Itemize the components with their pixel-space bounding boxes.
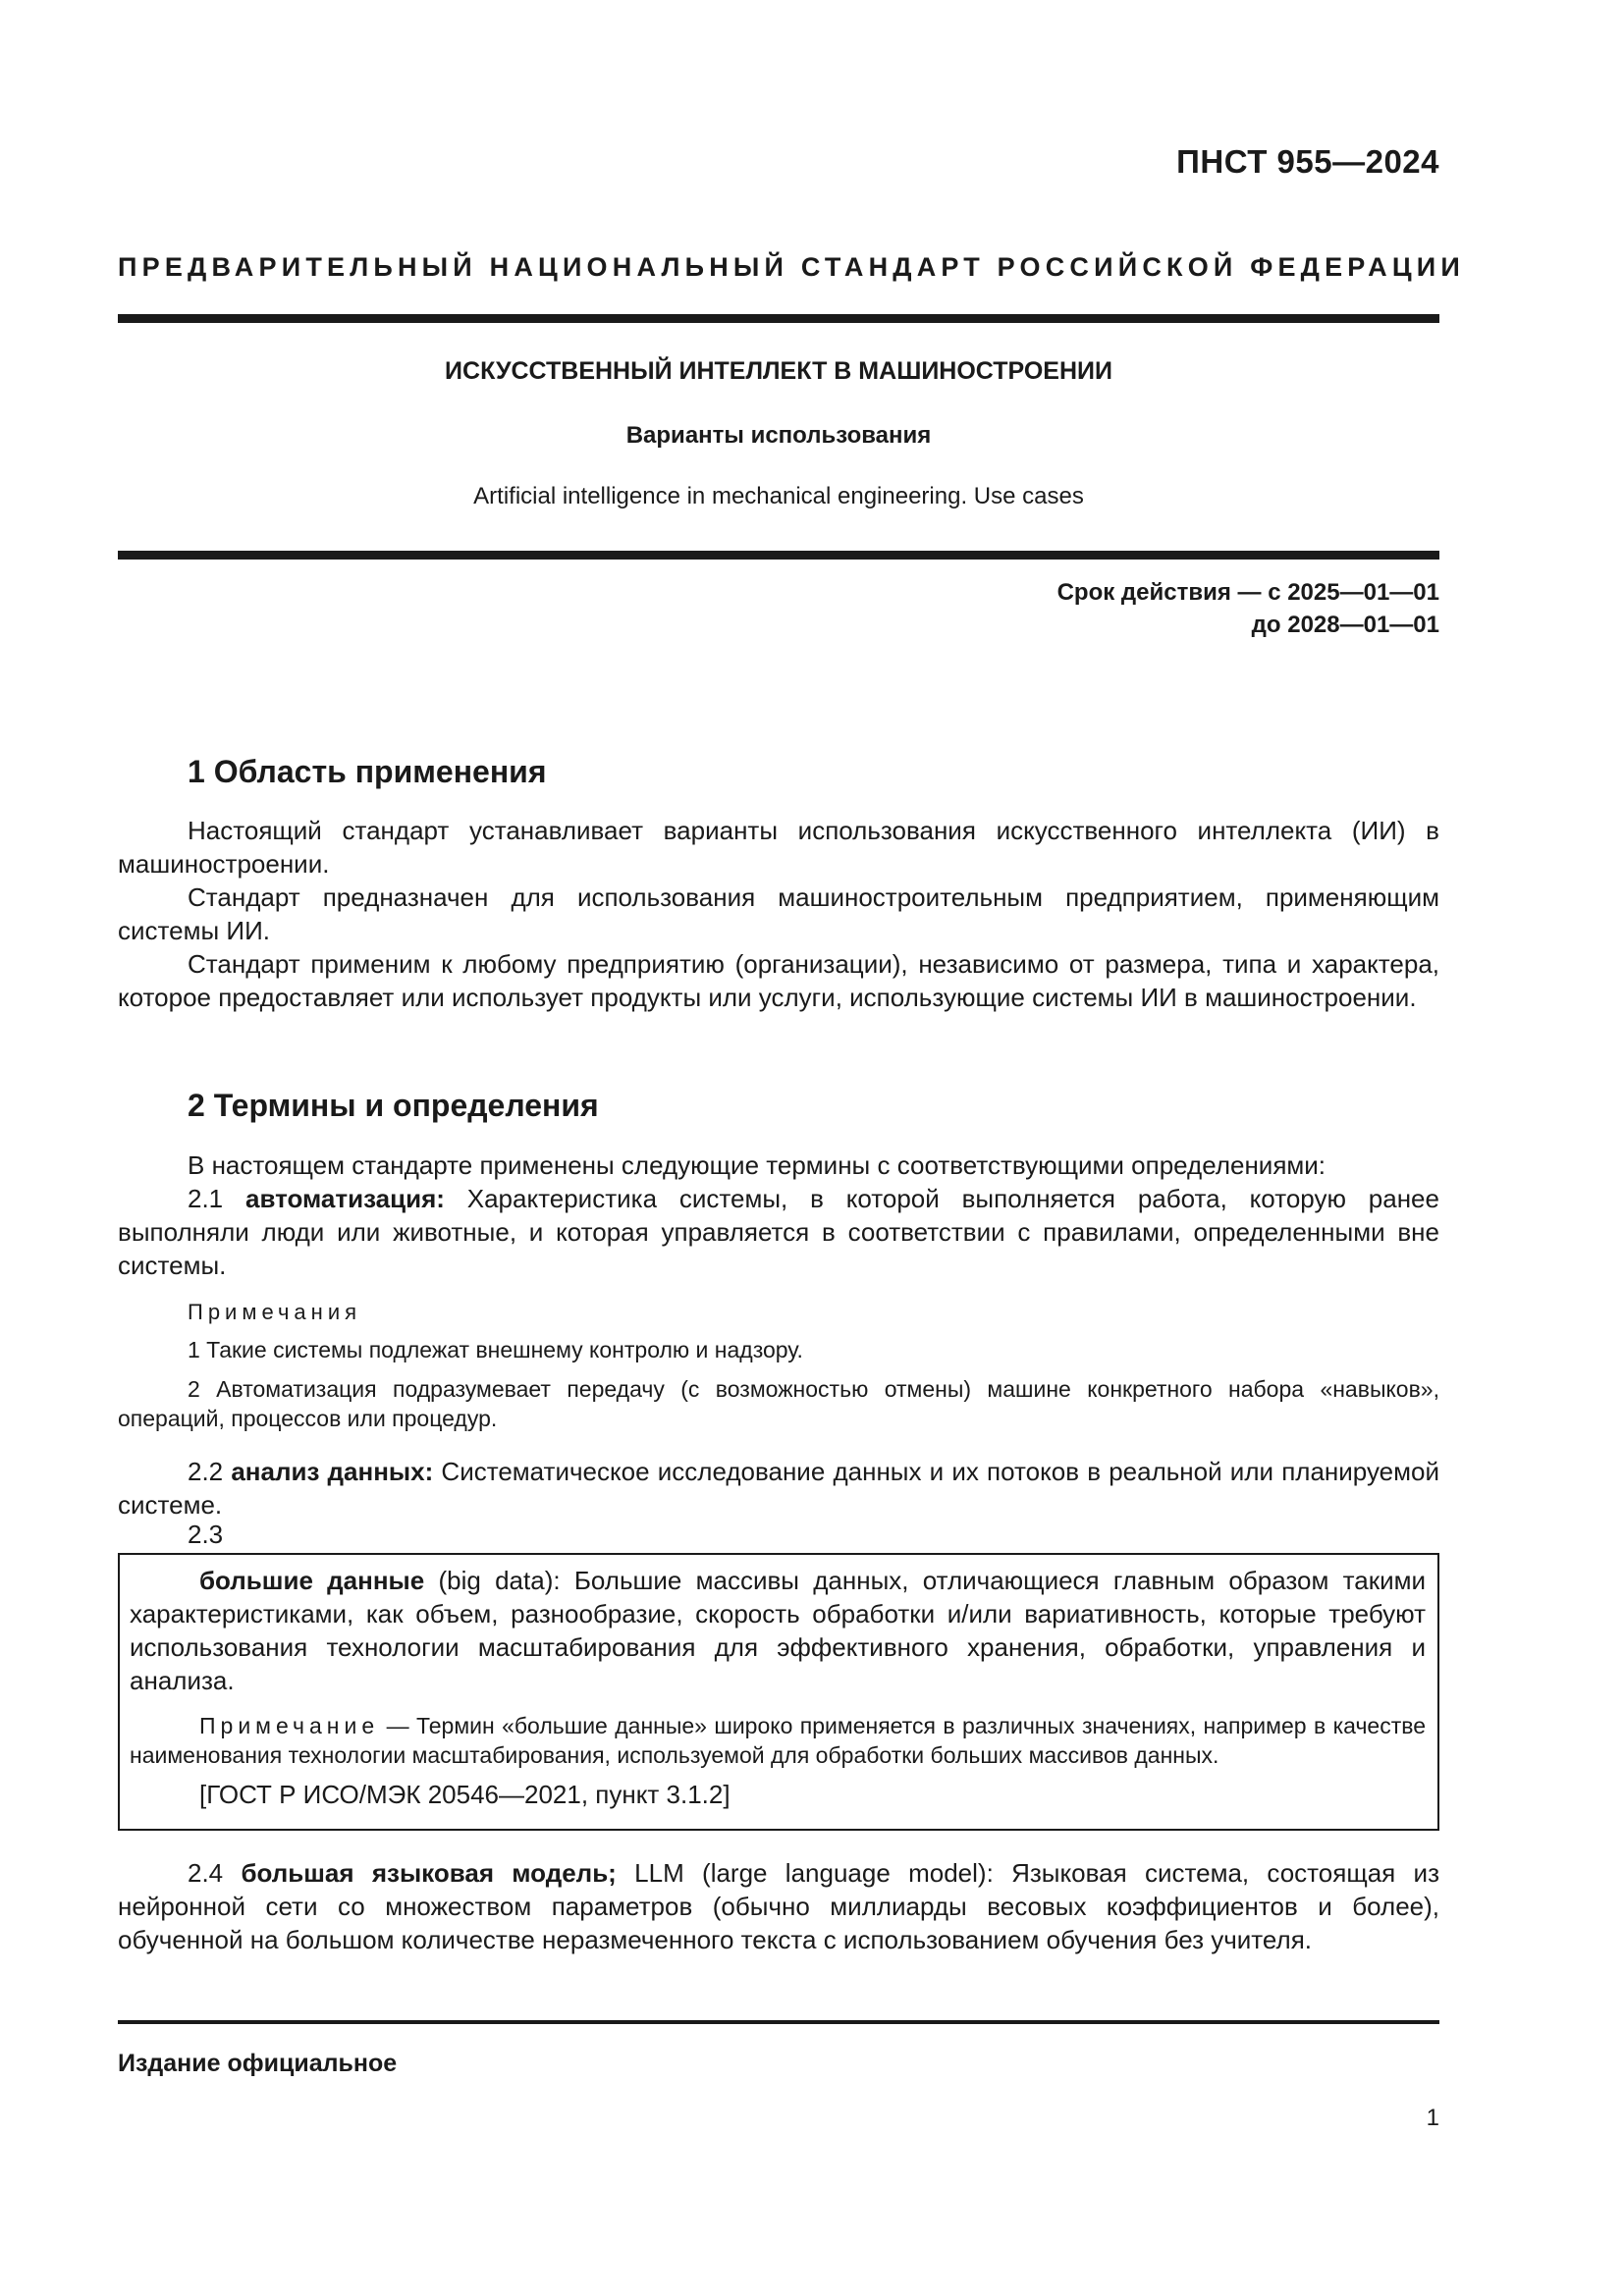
term-2-3 [130, 1564, 1426, 1697]
term-definition: Систематическое исследование данных и их потоков в реальной или планируемой системе. [118, 1457, 1439, 1520]
validity-period [1057, 576, 1439, 641]
title-rule [118, 551, 1439, 560]
term-number: 2.4 [188, 1858, 224, 1888]
validity-to: до 2028—01—01 [1251, 612, 1439, 638]
document-id: ПНСТ 955—2024 [1176, 143, 1439, 180]
section-2-intro: В настоящем стандарте применены следующие термины с соответствующими определениями: [188, 1150, 1326, 1180]
term-name: автоматизация: [244, 1184, 445, 1213]
term-definition: (big data): Большие массивы данных, отличающиеся главным образом такими характеристиками, как объем, разнообразие, скорость обработки и/или вариативность, которые требуют использования технологии масштабирования для эффективного хранения, обработки, управления и анализа. [130, 1566, 1427, 1695]
section-1-paragraph: Настоящий стандарт устанавливает варианты использования искусственного интеллекта (ИИ) в машиностроении. [118, 816, 1439, 879]
term-number: 2.2 [188, 1457, 224, 1486]
term-number: 2.1 [188, 1184, 224, 1213]
term-2-1 [118, 1182, 1439, 1282]
footer-rule [118, 2020, 1439, 2024]
note-body: — Термин «большие данные» широко применяется в различных значениях, например в качестве наименования технологии масштабирования, используемой для обработки больших массивов данных. [130, 1713, 1426, 1768]
standard-kind: ПРЕДВАРИТЕЛЬНЫЙ НАЦИОНАЛЬНЫЙ СТАНДАРТ РОССИЙСКОЙ ФЕДЕРАЦИИ [118, 252, 1465, 282]
quoted-term-box [118, 1553, 1439, 1831]
note-1: 1 Такие системы подлежат внешнему контролю и надзору. [188, 1337, 803, 1362]
header-rule [118, 314, 1439, 323]
note-2: 2 Автоматизация подразумевает передачу (с возможностью отмены) машине конкретного набора «навыков», операций, процессов или процедур. [118, 1376, 1439, 1431]
edition-label: Издание официальное [118, 2050, 398, 2077]
document-title: ИСКУССТВЕННЫЙ ИНТЕЛЛЕКТ В МАШИНОСТРОЕНИИ [445, 357, 1112, 385]
term-definition: Характеристика системы, в которой выполняется работа, которую ранее выполняли люди или животные, и которая управляется в соответствии с правилами, определенными вне системы. [118, 1184, 1439, 1280]
section-1-paragraph: Стандарт применим к любому предприятию (организации), независимо от размера, типа и характера, которое предоставляет или использует продукты или услуги, использующие системы ИИ в машиностроении. [118, 949, 1439, 1012]
term-name: анализ данных: [231, 1457, 434, 1486]
term-name: большая языковая модель; [241, 1858, 617, 1888]
english-title: Artificial intelligence in mechanical engineering. Use cases [473, 483, 1084, 509]
term-2-4 [118, 1856, 1439, 1956]
section-2-heading: 2 Термины и определения [188, 1088, 599, 1123]
document-subtitle: Варианты использования [625, 422, 932, 449]
term-2-3-number: 2.3 [188, 1520, 224, 1549]
note-label: Примечание [199, 1713, 380, 1738]
document-page [118, 0, 1465, 2296]
term-2-2 [118, 1455, 1439, 1522]
term-name: большие данные [199, 1566, 425, 1595]
notes-label: Примечания [188, 1300, 362, 1324]
validity-from: Срок действия — с 2025—01—01 [1056, 579, 1439, 606]
section-1-heading: 1 Область применения [188, 754, 547, 789]
term-definition: LLM (large language model): Языковая система, состоящая из нейронной сети со множеством параметров (обычно миллиарды весовых коэффициентов и более), обученной на большом количестве неразмеченного текста с использованием обучения без учителя. [118, 1858, 1440, 1954]
term-2-3-note [130, 1711, 1426, 1770]
page-number: 1 [1426, 2105, 1439, 2131]
section-1-paragraph: Стандарт предназначен для использования машиностроительным предприятием, применяющим системы ИИ. [118, 882, 1439, 945]
term-source: [ГОСТ Р ИСО/МЭК 20546—2021, пункт 3.1.2] [199, 1780, 731, 1809]
